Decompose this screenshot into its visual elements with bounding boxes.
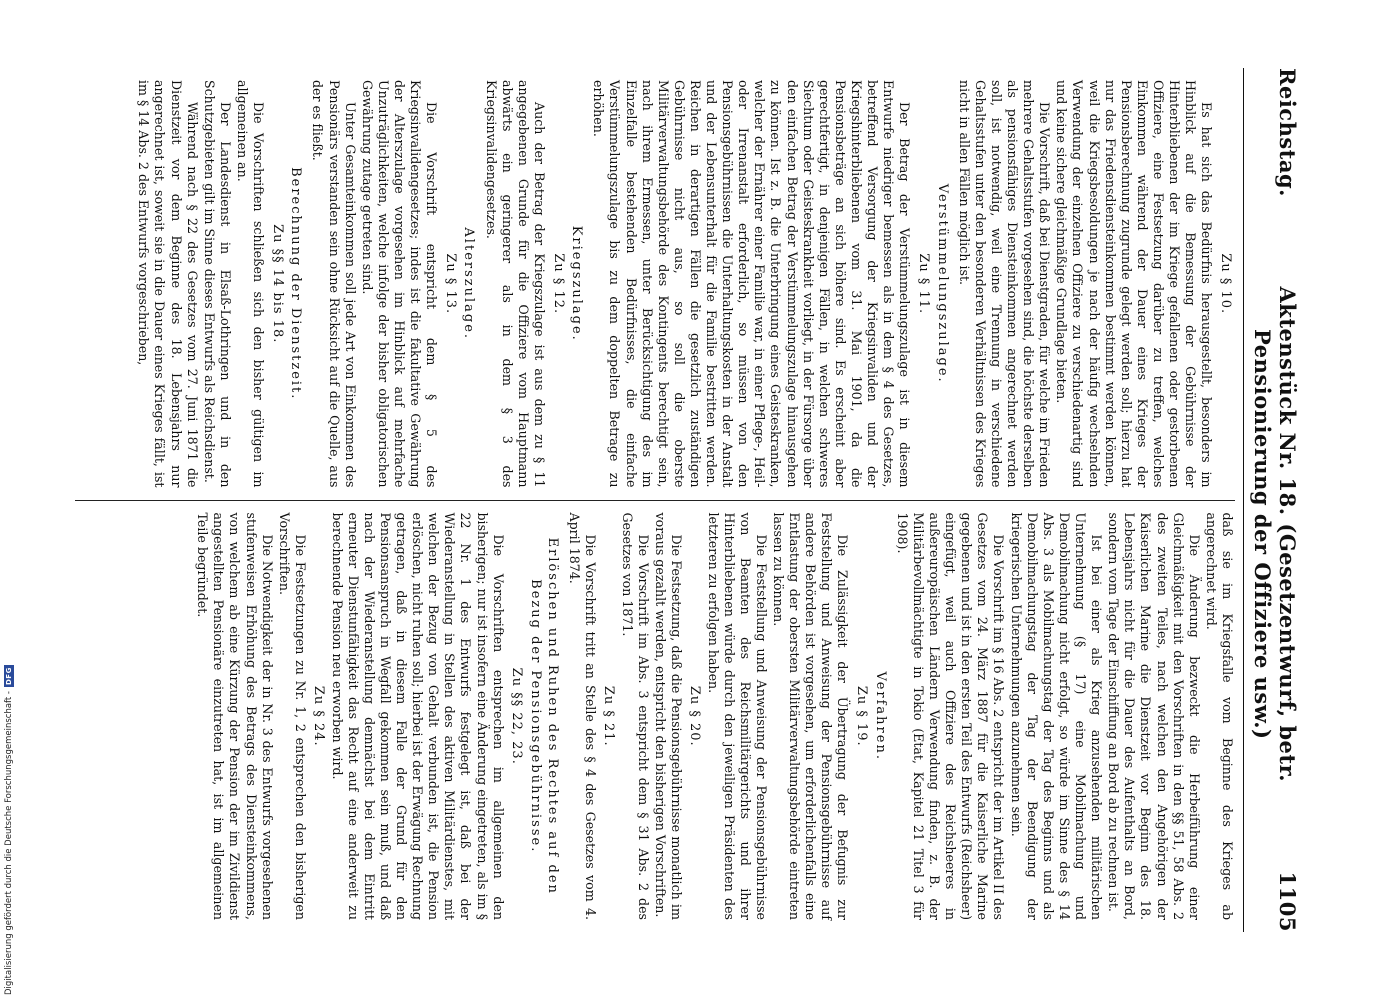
paragraph: Die Vorschrift im Abs. 3 entspricht dem § 31 Abs. 2 des Gesetzes von 1871. — [619, 512, 651, 920]
section-heading: Zu § 24. — [311, 685, 327, 747]
section-title: Kriegszulage. — [569, 225, 585, 342]
section-heading: Zu § 19. — [854, 685, 870, 747]
paragraph: Die Vorschriften schließen sich den bisher gültigen im allgemeinen an. — [235, 80, 267, 488]
paragraph: Die Feststellung und Anweisung der Pensionsgebührnisse von Beamten des Reichsmilitärgerichts und ihrer Hinterbliebenen würde durch den jeweiligen Präsidenten des letzteren zu erfolgen haben. — [705, 512, 769, 920]
right-column — [75, 500, 1235, 933]
section-heading: Zu § 11. — [916, 253, 931, 315]
section-title: Berechnung der Dienstzeit. — [288, 167, 304, 401]
left-column — [75, 68, 1235, 500]
section-heading: Zu §§ 22, 23. — [509, 667, 525, 765]
section-title: Verfahren. — [872, 671, 888, 761]
section-heading: Zu § 21. — [601, 685, 617, 747]
section-title: Alterszulage. — [461, 227, 477, 341]
paragraph: Die Notwendigkeit der in Nr. 3 des Entwurfs vorgesehenen stufenweisen Erhöhung des Betrags des Diensteinkommens, von welchem ab eine Kürzung der Pension der im Zivildienst angestellten Pensionäre einzutreten hat, ist im allgemeinen Teile begründet. — [195, 512, 275, 920]
paragraph: Es hat sich das Bedürfnis herausgestellt, besonders im Hinblick auf die Bemessung der Gebührnisse der Hinterbliebenen der im Kriege gefallenen oder gestorbenen Offiziere, eine Festsetzung darüber zu treffen, welches Einkommen während der Dauer eines Krieges der Pensionsberechnung zugrunde gelegt werden soll; hierzu hat nur das Friedensdiensteinkommen bestimmt werden können, weil die Kriegsbesoldungen je nach der häufig wechselnden Verwendung der einzelnen Offiziere zu verschiedenartig sind und keine sichere gleichmäßige Grundlage bieten. — [1054, 80, 1215, 488]
section-title: Verstümmelungszulage. — [934, 183, 950, 384]
paragraph: daß sie im Kriegsfalle vom Beginne des Krieges ab angerechnet wird. — [1203, 512, 1235, 920]
paragraph: Der Betrag der Verstümmelungszulage ist in diesem Entwurfe niedriger bemessen als in dem § 4 des Gesetzes, betreffend Versorgung der Kriegsinvaliden und der Kriegshinterbliebenen vom 31. Mai 1901, da die Pensionsbeträge an sich höhere sind. Es erscheint aber gerechtfertigt, in denjenigen Fällen, in welchen schweres Siechtum oder Geisteskrankheit vorliegt, in der Fürsorge über den einfachen Betrag der Verstümmelungszulage hinausgehen zu können. Ist z. B. die Unterbringung eines Geisteskranken, welcher der Ernährer einer Familie war, in einer Pflege-, Heil- oder Irrenanstalt erforderlich, so müssen von den Pensionsgebührnissen die Unterhaltungskosten in der Anstalt und der Lebensunterhalt für die Familie bestritten werden. Reichen in derartigen Fällen die gesetzlich zuständigen Gebührnisse nicht aus, so soll die oberste Militärverwaltungsbehörde des Kontingents berechtigt sein, nach ihrem Ermessen, unter Berücksichtigung des im Einzelfalle bestehenden Bedürfnisses, die einfache Verstümmelungszulage bis zu dem doppelten Betrage zu erhöhen. — [591, 80, 913, 488]
paragraph: Unter Gesamteinkommen soll jede Art von Einkommen des Pensionärs verstanden sein ohne Rücksicht auf die Quelle, aus der es fließt. — [310, 80, 358, 488]
paragraph: Die Vorschrift, daß bei Dienstgraden, für welche im Frieden mehrere Gehaltsstufen vorgesehen sind, die höchste derselben als pensionsfähiges Diensteinkommen angerechnet werden soll, ist notwendig, weil eine Trennung in verschiedene Gehaltsstufen unter den besonderen Verhältnissen des Krieges nicht in allen Fällen möglich ist. — [956, 80, 1053, 488]
page-number: 1105 — [1275, 871, 1300, 932]
section-heading: Zu § 12. — [550, 253, 566, 315]
paragraph: Die Änderung bezweckt die Herbeiführung einer Gleichmäßigkeit mit den Vorschriften in den §§ 51, 58 Abs. 2 des zweiten Teiles, nach welchen den Angehörigen der Kaiserlichen Marine die Dienstzeit vor Beginn des 18. Lebensjahrs nicht für die Dauer des Aufenthalts an Bord, sondern vom Tage der Einschiffung an Bord ab zu rechnen ist. — [1106, 512, 1202, 920]
document-page — [80, 50, 1310, 950]
page-header — [1243, 68, 1300, 932]
section-heading: Zu §§ 14 bis 18. — [269, 224, 285, 344]
section-title: Erlöschen und Ruhen des Rechtes auf den Bezug der Pensionsgebührnisse. — [527, 537, 560, 895]
paragraph: Die Vorschriften entsprechen im allgemeinen den bisherigen; nur ist insofern eine Änderung eingetreten, als im § 22 Nr. 1 des Entwurfs festgelegt ist, daß bei der Wiederanstellung in Stellen des aktiven Militärdienstes, mit welchen der Bezug von Gehalt verbunden ist, die Pension erlöschen, nicht ruhen soll; hierbei ist der Erwägung Rechnung getragen, daß in diesem Falle der Grund für den Pensionsanspruch in Wegfall gekommen sein muß, und daß nach der Wiederanstellung demnächst bei dem Eintritt erneuter Dienstunfähigkeit das Recht auf eine anderweit zu berechnende Pension neu erworben wird. — [329, 512, 506, 920]
paragraph: Die Zulässigkeit der Übertragung der Befugnis zur Feststellung und Anweisung der Pensionsgebührnisse auf andere Behörden ist vorgesehen, um erforderlichenfalls eine Entlastung der obersten Militärverwaltungsbehörde eintreten lassen zu können. — [771, 512, 851, 920]
digitization-credit — [4, 665, 14, 995]
paragraph: Ist bei einer als Krieg anzusehenden militärischen Unternehmung (§ 17) eine Mobilmachung und Demobilmachung nicht erfolgt, so würde im Sinne des § 14 Abs. 3 als Mobilmachungstag der Tag des Beginns und als Demobilmachungstag der Tag der Beendigung der kriegerischen Unternehmungen anzunehmen sein. — [1008, 512, 1105, 920]
paragraph: Die Vorschrift im § 16 Abs. 2 entspricht der im Artikel II des Gesetzes vom 24. März 1887 für die Kaiserliche Marine gegebenen und ist in den ersten Teil des Entwurfs (Reichsheer) eingefügt, weil auch Offiziere des Reichsheeres in außereuropäischen Ländern Verwendung finden, z. B. der Militärbevollmächtigte in Tokio (Etat, Kapitel 21 Titel 3 für 1908). — [894, 512, 1007, 920]
paragraph: Die Vorschrift tritt an Stelle des § 4 des Gesetzes vom 4. April 1874. — [566, 512, 598, 920]
header-title: Aktenstück Nr. 18. (Gesetzentwurf, betr. Pensionierung der Offiziere usw.) — [1250, 286, 1300, 783]
section-heading: Zu § 20. — [687, 685, 703, 747]
dfg-logo: DFG — [5, 667, 13, 686]
paragraph: Auch der Betrag der Kriegszulage ist aus dem zu § 11 angegebenen Grunde für die Offiziere vom Hauptmann abwärts ein geringerer als in dem § 3 des Kriegsinvalidengesetzes. — [483, 80, 547, 488]
section-heading: Zu § 13. — [442, 253, 458, 315]
credit-text: Digitalisierung gefördert durch die Deutsche Forschungsgemeinschaft - — [4, 691, 14, 995]
paragraph: Während nach § 22 des Gesetzes vom 27. Juni 1871 die Dienstzeit vor dem Beginne des 18. Lebensjahrs nur angerechnet ist, soweit sie in die Dauer eines Krieges fällt, ist im § 14 Abs. 2 des Entwurfs vorgeschrieben, — [136, 80, 200, 488]
paragraph: Die Festsetzungen zu Nr. 1, 2 entsprechen den bisherigen Vorschriften. — [276, 512, 308, 920]
section-heading: Zu § 10. — [1218, 253, 1233, 315]
paragraph: Der Landesdienst in Elsaß-Lothringen und in den Schutzgebieten gilt im Sinne dieses Entwurfs als Reichsdienst. — [201, 80, 233, 488]
paragraph: Die Vorschrift entspricht dem § 5 des Kriegsinvalidengesetzes; indes ist die fakultative Gewährung der Alterszulage vorgesehen im Hinblick auf mehrfache Unzuträglichkeiten, welche infolge der bisher obligatorischen Gewährung zutage getreten sind. — [359, 80, 440, 488]
paragraph: Die Festsetzung, daß die Pensionsgebührnisse monatlich im voraus gezahlt werden, entspricht den bisherigen Vorschriften. — [652, 512, 684, 920]
header-left: Reichstag. — [1275, 68, 1300, 197]
